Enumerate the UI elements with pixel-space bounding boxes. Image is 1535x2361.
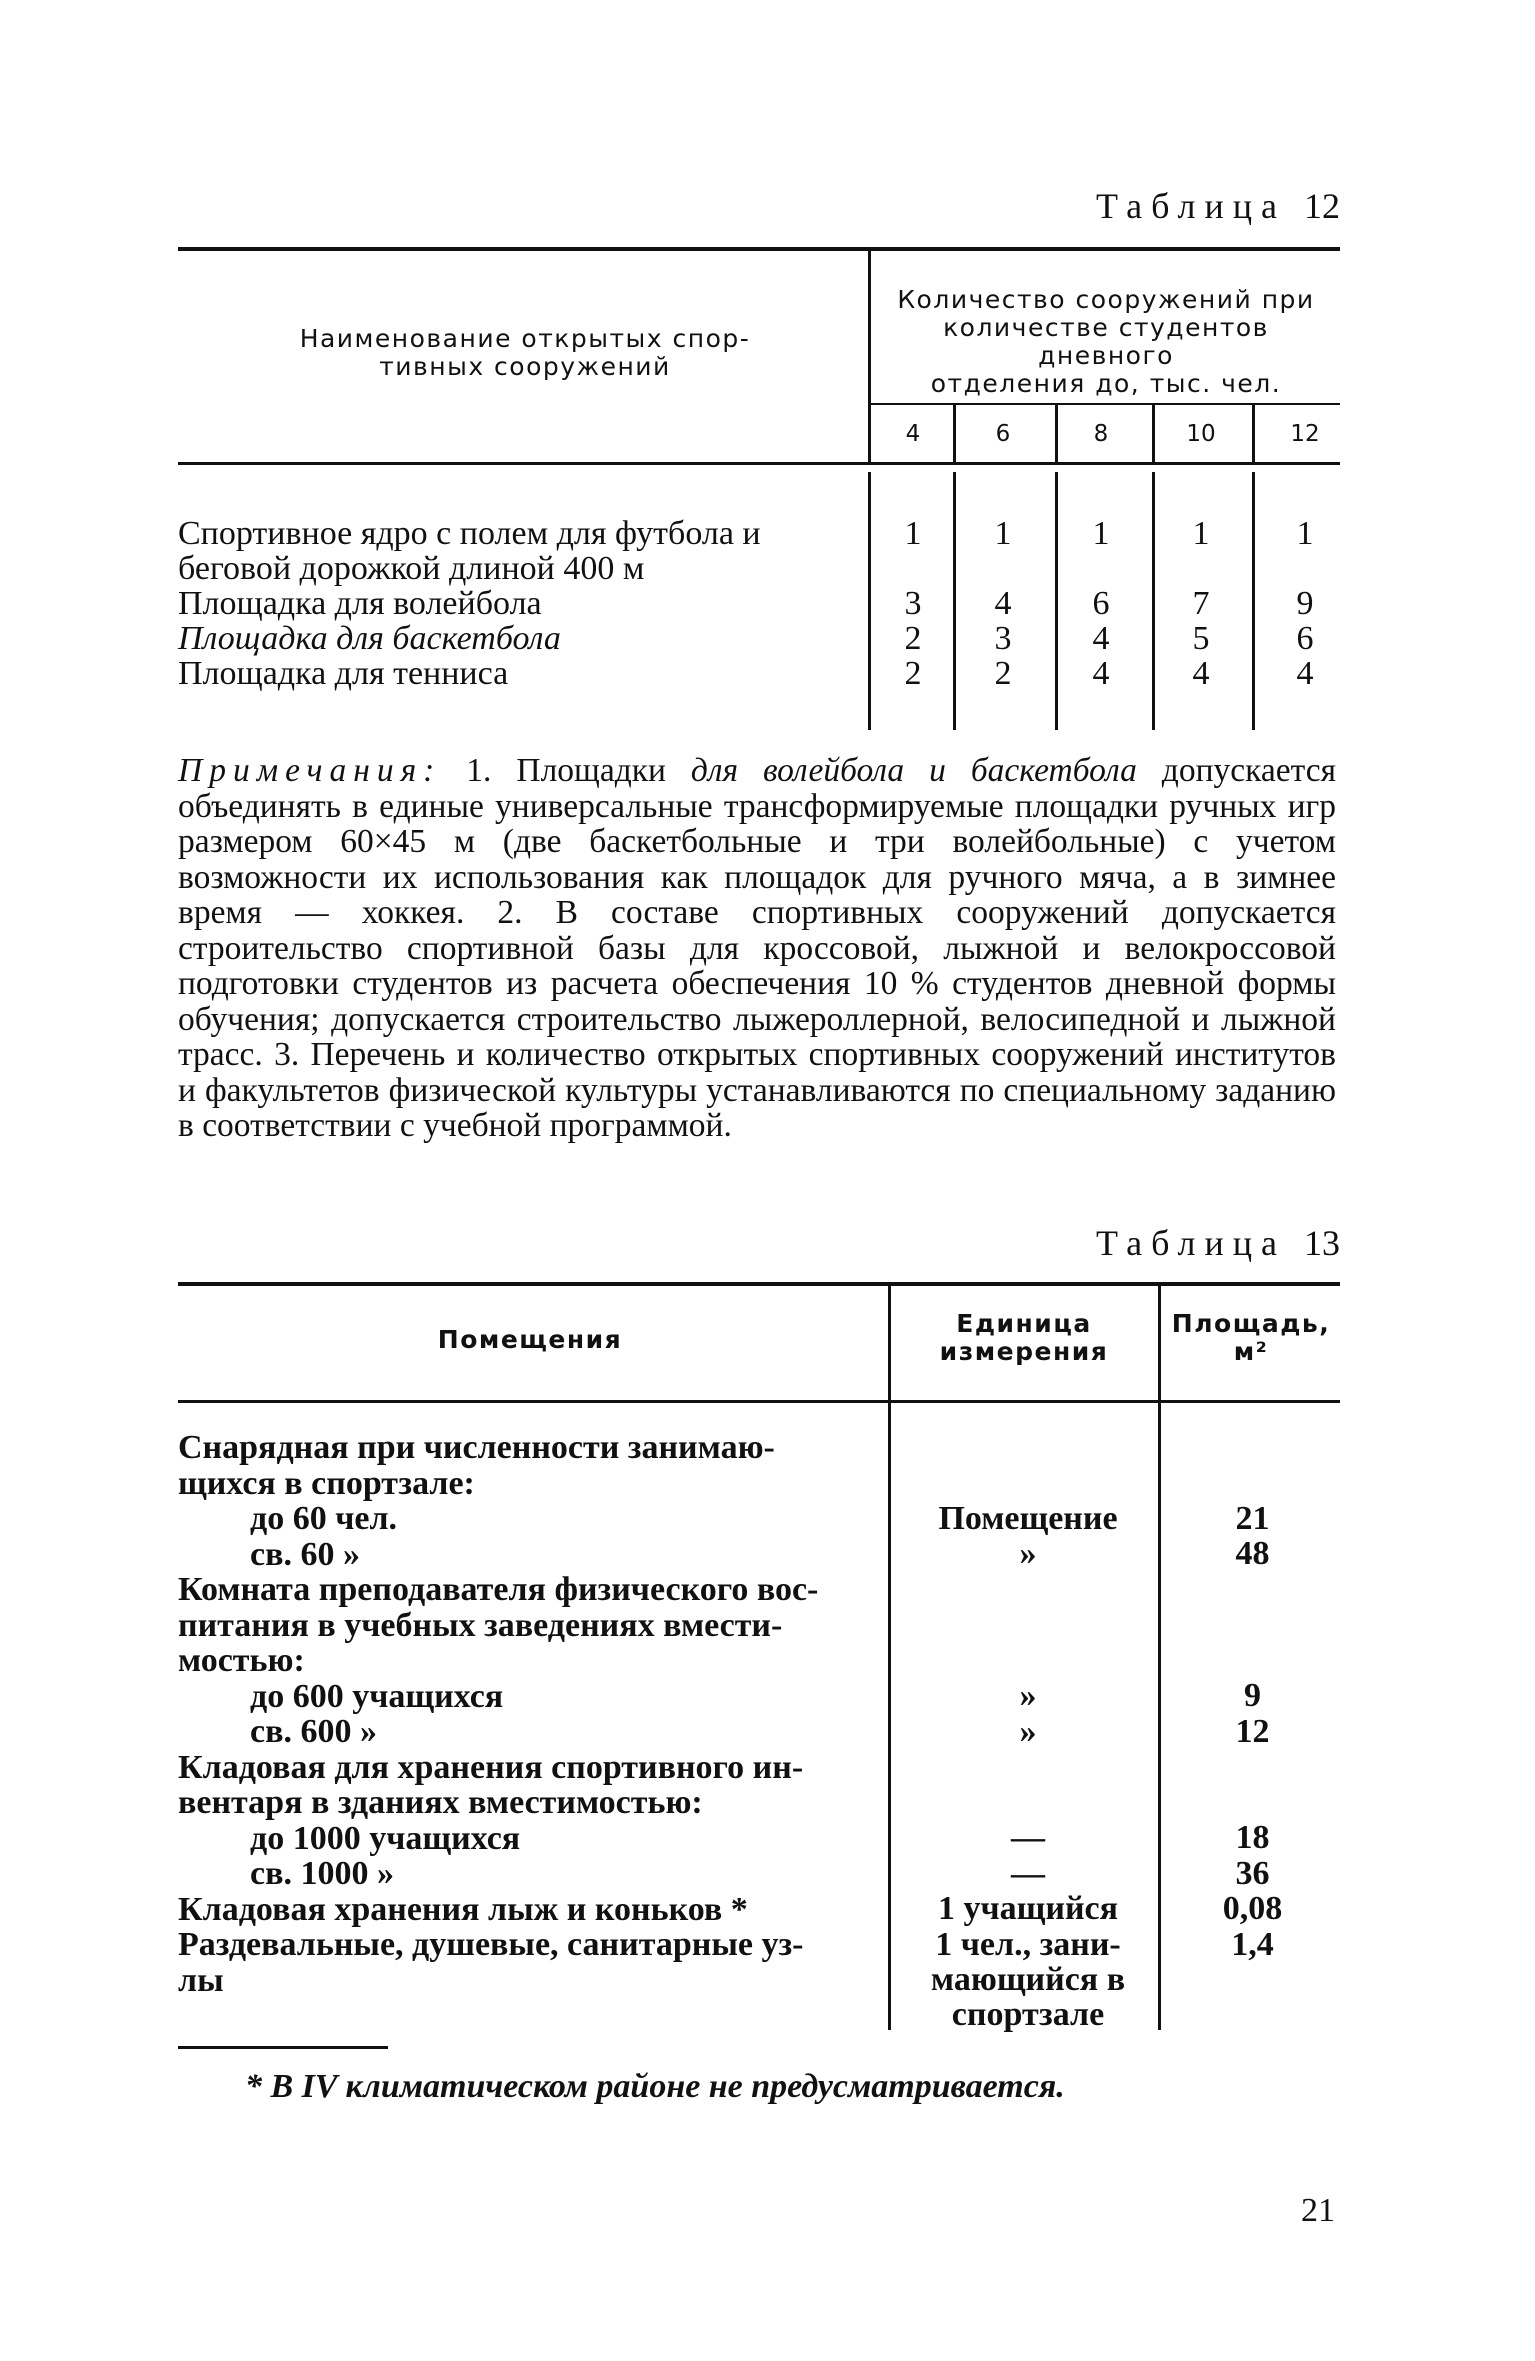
area-cell: 18	[1235, 1819, 1270, 1856]
table-12-col-sep	[1055, 405, 1058, 462]
column-header: 6	[995, 421, 1011, 447]
area-cell: 9	[1244, 1677, 1261, 1714]
area-cell: 0,08	[1222, 1890, 1283, 1927]
unit-cell: спортзале	[951, 1996, 1105, 2033]
notes-label: Примечания:	[178, 752, 442, 789]
table-12-header-name	[230, 325, 820, 381]
table-13-caption-number: 13	[1304, 1223, 1340, 1263]
table-cell: 7	[1192, 585, 1210, 622]
table-cell: 5	[1192, 620, 1210, 657]
table-row-name: беговой дорожкой длиной 400 м	[178, 550, 645, 587]
table-cell: 3	[904, 585, 922, 622]
table-cell: 6	[1092, 585, 1110, 622]
unit-cell: мающийся в	[930, 1961, 1126, 1998]
table-cell: 1	[994, 515, 1012, 552]
header-area-line: м²	[1233, 1337, 1269, 1366]
table-13-header-unit	[892, 1310, 1156, 1366]
table-12-col-sep	[1152, 405, 1155, 462]
table-13-header-rooms: Помещения	[437, 1325, 623, 1354]
table-12-caption-word: Таблица	[1096, 186, 1286, 226]
table-12-header-count	[872, 286, 1340, 398]
header-unit-line: Единица	[956, 1309, 1092, 1338]
table-12-caption	[1096, 185, 1340, 227]
table-12-top-rule	[178, 247, 1340, 251]
table-cell: 2	[904, 655, 922, 692]
unit-cell: »	[1019, 1677, 1037, 1714]
table-cell: 1	[1092, 515, 1110, 552]
table-row: Снарядная при численности занимаю-	[178, 1429, 775, 1466]
notes-text: допускается объединять в единые универсальные трансформируемые площадки ручных игр размером 60×45 м (две баскетбольные и три волейбольные) с учетом возможности их использования как площадок для ручного мяча, а в зимнее время — хоккея. 2. В составе спортивных сооружений допускается строительство спортивной базы для кроссовой, лыжной и велокроссовой подготовки студентов из расчета обеспечения 10 % студентов дневной формы обучения; допускается строительство лыжероллерной, велосипедной и лыжной трасс. 3. Перечень и количество открытых спортивных сооружений институтов и факультетов физической культуры устанавливаются по специальному заданию в соответствии с учебной программой.	[178, 752, 1336, 1144]
footnote-rule	[178, 2046, 388, 2049]
table-12-col-sep	[1055, 472, 1058, 730]
table-12-header-divider	[868, 250, 871, 463]
header-name-line: тивных сооружений	[379, 352, 671, 381]
table-row: св. 60 »	[250, 1535, 360, 1573]
notes-paragraph	[178, 753, 1336, 1144]
table-row: щихся в спортзале:	[178, 1464, 475, 1502]
column-header: 10	[1186, 421, 1216, 447]
table-12-col-sep	[1252, 472, 1255, 730]
table-13-col-sep	[1158, 1286, 1161, 2030]
table-cell: 2	[994, 655, 1012, 692]
table-cell: 4	[1092, 620, 1110, 657]
table-cell: 9	[1296, 585, 1314, 622]
notes-text-italic: для волейбола и баскетбола	[690, 752, 1137, 789]
table-12-caption-number: 12	[1304, 186, 1340, 226]
table-row: до 60 чел.	[250, 1500, 398, 1537]
table-12-header-bottom-rule	[178, 462, 1340, 465]
table-row-name: Площадка для баскетбола	[178, 620, 561, 657]
table-cell: 4	[994, 585, 1012, 622]
unit-cell: Помещение	[938, 1500, 1118, 1537]
table-cell: 2	[904, 620, 922, 657]
header-area-line: Площадь,	[1171, 1309, 1331, 1338]
header-count-line: отделения до, тыс. чел.	[930, 369, 1282, 398]
table-cell: 4	[1092, 655, 1110, 692]
area-cell: 21	[1235, 1500, 1270, 1537]
unit-cell: —	[1011, 1855, 1045, 1892]
footnote: * В IV климатическом районе не предусматривается.	[245, 2068, 1065, 2105]
header-count-line: Количество сооружений при	[897, 285, 1315, 314]
table-13-top-rule	[178, 1282, 1340, 1286]
table-row: до 1000 учащихся	[250, 1819, 521, 1857]
header-name-line: Наименование открытых спор-	[299, 324, 751, 353]
table-12-col-sep	[953, 405, 956, 462]
header-unit-line: измерения	[939, 1337, 1109, 1366]
table-13-caption	[1096, 1222, 1340, 1264]
table-row: св. 1000 »	[250, 1855, 394, 1892]
table-12-col-sep	[868, 472, 871, 730]
table-12-col-sep	[1152, 472, 1155, 730]
table-12-col-sep	[953, 472, 956, 730]
table-row: лы	[178, 1961, 224, 1999]
area-cell: 1,4	[1231, 1926, 1274, 1963]
page-number: 21	[1301, 2192, 1335, 2229]
table-row: мостью:	[178, 1642, 305, 1679]
table-cell: 6	[1296, 620, 1314, 657]
notes-text: 1. Площадки	[441, 752, 691, 789]
area-cell: 36	[1235, 1855, 1270, 1892]
column-header: 12	[1290, 421, 1320, 447]
table-row-name: Площадка для тенниса	[178, 655, 509, 692]
table-12-row-names	[178, 516, 868, 691]
unit-cell: —	[1011, 1819, 1045, 1856]
table-13-header-area	[1162, 1310, 1340, 1366]
table-cell: 1	[1192, 515, 1210, 552]
table-cell: 4	[1192, 655, 1210, 692]
unit-cell: »	[1019, 1535, 1037, 1572]
table-row: Раздевальные, душевые, санитарные уз-	[178, 1926, 804, 1963]
table-row: питания в учебных заведениях вмести-	[178, 1606, 783, 1644]
header-count-line: количестве студентов дневного	[943, 313, 1269, 370]
table-cell: 1	[1296, 515, 1314, 552]
table-row: вентаря в зданиях вместимостью:	[178, 1784, 703, 1821]
unit-cell: 1 чел., зани-	[935, 1926, 1121, 1963]
table-cell: 1	[904, 515, 922, 552]
table-13-caption-word: Таблица	[1096, 1223, 1286, 1263]
table-12-col-sep	[1252, 405, 1255, 462]
unit-cell: »	[1019, 1713, 1037, 1750]
table-cell: 4	[1296, 655, 1314, 692]
table-row: Кладовая хранения лыж и коньков *	[178, 1890, 748, 1928]
column-header: 4	[905, 421, 921, 447]
table-row: Комната преподавателя физического вос-	[178, 1571, 819, 1608]
table-row-name: Спортивное ядро с полем для футбола и	[178, 515, 761, 552]
unit-cell: 1 учащийся	[937, 1890, 1119, 1927]
table-cell: 3	[994, 620, 1012, 657]
table-row: св. 600 »	[250, 1713, 377, 1750]
column-header: 8	[1093, 421, 1109, 447]
area-cell: 12	[1235, 1713, 1270, 1750]
area-cell: 48	[1235, 1535, 1270, 1572]
table-row: Кладовая для хранения спортивного ин-	[178, 1748, 804, 1786]
table-12-subheader-rule	[868, 403, 1340, 405]
table-row: до 600 учащихся	[250, 1677, 504, 1715]
table-13-rows	[178, 1430, 898, 1998]
table-13-header-bottom-rule	[178, 1400, 1340, 1403]
table-row-name: Площадка для волейбола	[178, 585, 542, 622]
